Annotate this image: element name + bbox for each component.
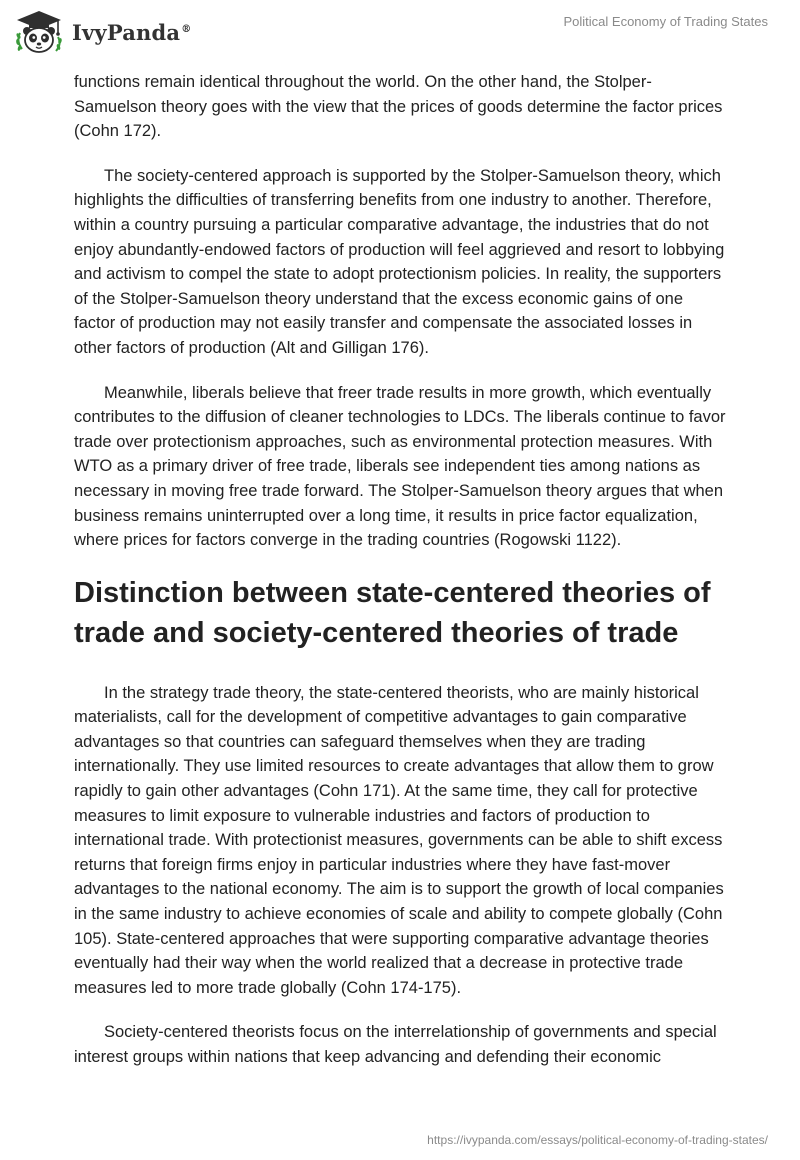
- section-heading: Distinction between state-centered theories of trade and society-centered theories of trade: [74, 576, 711, 649]
- page-header: [0, 0, 800, 70]
- essay-content: [74, 70, 726, 1090]
- paragraph: The society-centered approach is supported by the Stolper-Samuelson theory, which highlights the difficulties of transferring benefits from one industry to another. Therefore, within a country pursuing a particular comparative advantage, the industries that do not enjoy abundantly-endowed factors of production will feel aggrieved and resort to lobbying and activism to compel the state to adopt protectionism policies. In reality, the supporters of the Stolper-Samuelson theory understand that the excess economic gains of one factor of production may not easily transfer and compensate the associated losses in other factors of production (Alt and Gilligan 176).: [74, 166, 725, 357]
- source-url[interactable]: https://ivypanda.com/essays/political-economy-of-trading-states/: [427, 1133, 768, 1147]
- paragraph: Society-centered theorists focus on the interrelationship of governments and special interest groups within nations that keep advancing and defending their economic: [74, 1023, 717, 1066]
- paragraph: functions remain identical throughout the world. On the other hand, the Stolper-Samuelson theory goes with the view that the prices of goods determine the factor prices (Cohn 172).: [74, 73, 723, 141]
- ivypanda-logo[interactable]: [14, 9, 191, 55]
- paragraph: In the strategy trade theory, the state-centered theorists, who are mainly historical materialists, call for the development of competitive advantages to gain comparative advantages so that countries can safeguard themselves when they are trading internationally. They use limited resources to create advantages that allow them to grow rapidly to gain other advantages (Cohn 171). At the same time, they call for protective measures to limit exposure to vulnerable industries and factors of production to international trade. With protectionist measures, governments can be able to shift excess returns that foreign firms enjoy in particular industries where they have fast-mover advantages to the national economy. The aim is to support the growth of local companies in the same industry to achieve economies of scale and ability to compete globally (Cohn 105). State-centered approaches that were supporting comparative advantage theories eventually had their way when the world realized that a decrease in protective trade measures led to more trade globally (Cohn 174-175).: [74, 683, 724, 997]
- document-title: Political Economy of Trading States: [563, 14, 768, 29]
- paragraph: Meanwhile, liberals believe that freer trade results in more growth, which eventually contributes to the diffusion of cleaner technologies to LDCs. The liberals continue to favor trade over protectionism approaches, such as environmental protection measures. With WTO as a primary driver of free trade, liberals see independent ties among nations as necessary in moving free trade forward. The Stolper-Samuelson theory argues that when business remains uninterrupted over a long time, it results in price factor equalization, where prices for factors converge in the trading countries (Rogowski 1122).: [74, 383, 726, 550]
- logo-text: IvyPanda®: [72, 19, 192, 45]
- panda-graduation-cap-icon: [14, 9, 64, 55]
